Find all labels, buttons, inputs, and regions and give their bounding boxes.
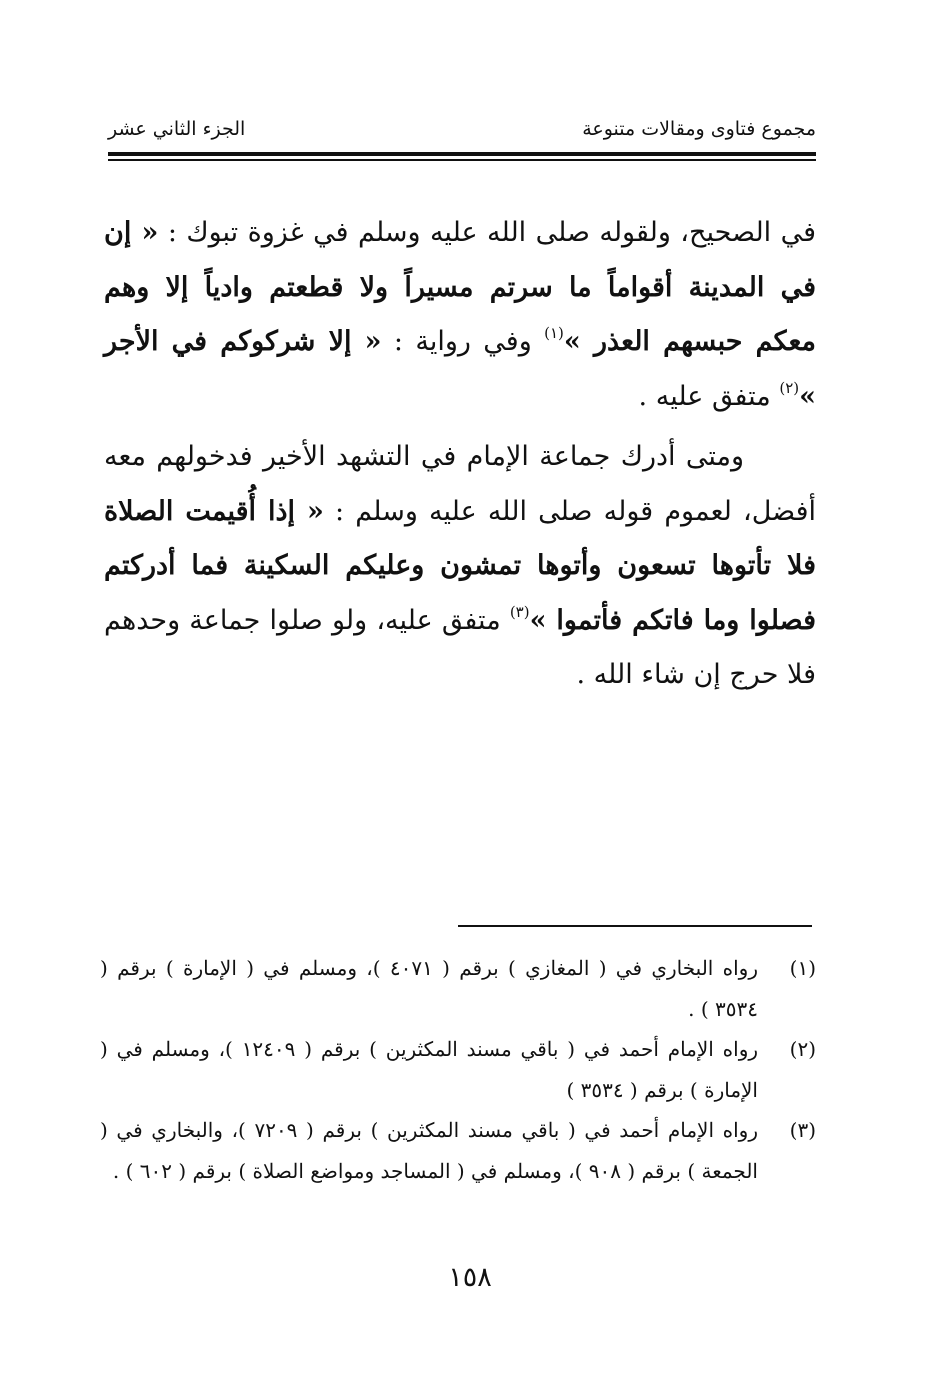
footnote-text: رواه الإمام أحمد في ( باقي مسند المكثرين ) برقم ( ١٢٤٠٩ )، ومسلم في ( الإمارة ) برقم ( ٣٥٣٤ ) [100,1037,759,1102]
book-title: مجموع فتاوى ومقالات متنوعة [582,118,816,140]
footnote-ref-3[interactable]: (٣) [509,602,530,621]
p1-text-c: متفق عليه . [638,380,780,412]
footnote-ref-1[interactable]: (١) [544,324,564,342]
footnote-number: (١) [789,956,816,980]
body-text [104,206,816,703]
paragraph-1 [104,206,816,424]
p1-text-b: وفي رواية : [381,326,545,357]
paragraph-2 [104,430,816,703]
header-rule-thin [108,159,816,161]
footnote-1 [100,948,816,1029]
hadith-quote-3: « إذا أُقيمت الصلاة فلا تأتوها تسعون وأتوها تمشون وعليكم السكينة فما أدركتم فصلوا وما فاتكم فأتموا » [104,495,816,636]
footnote-separator [458,925,812,927]
footnote-number: (٣) [789,1118,816,1142]
footnotes [100,948,816,1191]
footnote-number: (٢) [789,1037,816,1061]
p2-text-a: ومتى أدرك جماعة الإمام في التشهد الأخير فدخولهم معه أفضل، لعموم قوله صلى الله عليه وسلم : [104,441,817,527]
footnote-3 [100,1110,816,1191]
hadith-quote-1: « إن في المدينة أقواماً ما سرتم مسيراً ولا قطعتم وادياً إلا وهم معكم حبسهم العذر » [104,217,816,357]
page-number: ١٥٨ [448,1262,492,1293]
p2-text-b: متفق عليه، ولو صلوا جماعة وحدهم فلا حرج إن شاء الله . [104,604,816,690]
volume-label: الجزء الثاني عشر [108,118,246,140]
footnote-text: رواه الإمام أحمد في ( باقي مسند المكثرين ) برقم ( ٧٢٠٩ )، والبخاري في ( الجمعة ) برقم ( ٩٠٨ )، ومسلم في ( المساجد ومواضع الصلاة ) برقم ( ٦٠٢ ) . [100,1118,758,1183]
hadith-quote-2: « إلا شركوكم في الأجر » [104,326,816,412]
footnote-ref-2[interactable]: (٢) [779,378,800,397]
p1-text-a: في الصحيح، ولقوله صلى الله عليه وسلم في غزوة تبوك : [158,217,816,248]
header-rule-thick [108,152,816,156]
running-header [108,112,816,146]
footnote-text: رواه البخاري في ( المغازي ) برقم ( ٤٠٧١ )، ومسلم في ( الإمارة ) برقم ( ٣٥٣٤ ) . [100,956,758,1021]
footnote-2 [100,1029,816,1110]
